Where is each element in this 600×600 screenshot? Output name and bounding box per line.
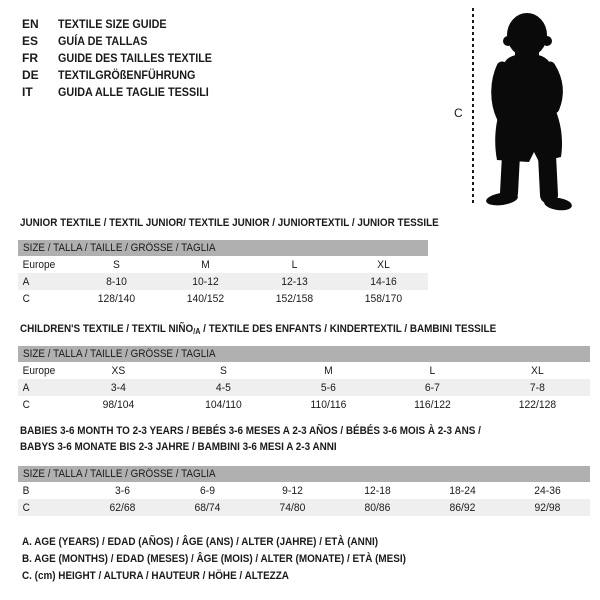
row-label: Europe (22, 364, 56, 377)
cell: 158/170 (364, 292, 403, 305)
height-marker-label: C (454, 106, 463, 120)
footnote-c: C. (cm) HEIGHT / ALTURA / HAUTEUR / HÖHE / ALTEZZA (22, 570, 289, 582)
cell: 18-24 (449, 484, 476, 497)
cell: 12-13 (281, 275, 308, 288)
table-row-europe (18, 362, 590, 379)
cell: 128/140 (97, 292, 136, 305)
cell: S (219, 364, 227, 377)
cell: 92/98 (534, 501, 561, 514)
lang-row-de (22, 66, 229, 83)
title-subscript: /A (193, 327, 201, 336)
cell: 140/152 (186, 292, 225, 305)
size-header-row (18, 466, 590, 482)
row-label: B (22, 484, 30, 497)
cell: 116/122 (414, 398, 452, 411)
row-label: C (22, 398, 30, 411)
row-label: C (22, 501, 30, 514)
cell: 24-36 (534, 484, 561, 497)
cell: XS (111, 364, 126, 377)
cell: S (113, 258, 120, 271)
cell: 86/92 (449, 501, 476, 514)
lang-title: GUIDA ALLE TAGLIE TESSILI (58, 84, 209, 99)
lang-code: ES (22, 33, 39, 48)
cell: 74/80 (279, 501, 306, 514)
cell: 3-6 (115, 484, 130, 497)
table-row-height (18, 396, 590, 413)
cell: XL (531, 364, 544, 377)
table-row-europe (18, 256, 428, 273)
cell: 110/116 (310, 398, 346, 411)
cell: 122/128 (518, 398, 557, 411)
junior-section-title: JUNIOR TEXTILE / TEXTIL JUNIOR/ TEXTILE JUNIOR / JUNIORTEXTIL / JUNIOR TESSILE (20, 217, 439, 229)
cell: 80/86 (364, 501, 391, 514)
lang-row-fr (22, 49, 229, 66)
table-row-age-months (18, 482, 590, 499)
size-header-row (18, 240, 428, 256)
row-label: A (22, 275, 30, 288)
title-part: / TEXTILE DES ENFANTS / KINDERTEXTIL / BAMBINI TESSILE (200, 323, 497, 335)
cell: 4-5 (215, 381, 231, 394)
cell: 104/110 (204, 398, 242, 411)
lang-row-it (22, 83, 229, 100)
height-figure (450, 5, 580, 217)
lang-title: TEXTILE SIZE GUIDE (58, 16, 167, 31)
junior-size-table (18, 240, 428, 307)
row-label: Europe (22, 258, 56, 271)
children-section-title (20, 323, 496, 336)
cell: 10-12 (192, 275, 219, 288)
cell: L (291, 258, 298, 271)
lang-title: GUIDE DES TAILLES TEXTILE (58, 50, 213, 65)
table-row-age (18, 273, 428, 290)
table-row-height (18, 290, 428, 307)
babies-section-title-line1: BABIES 3-6 MONTH TO 2-3 YEARS / BEBÉS 3-6 MESES A 2-3 AÑOS / BÉBÉS 3-6 MOIS À 2-3 ANS / (20, 425, 481, 437)
cell: 152/158 (275, 292, 314, 305)
cell: 6-7 (425, 381, 441, 394)
size-header-label: SIZE / TALLA / TAILLE / GRÖSSE / TAGLIA (23, 348, 216, 360)
cell: L (429, 364, 436, 377)
lang-title: GUÍA DE TALLAS (58, 33, 148, 48)
size-header-row (18, 346, 590, 362)
cell: 7-8 (530, 381, 546, 394)
size-header-label: SIZE / TALLA / TAILLE / GRÖSSE / TAGLIA (23, 242, 216, 254)
lang-row-es (22, 32, 229, 49)
title-part: CHILDREN'S TEXTILE / TEXTIL NIÑO (20, 323, 194, 335)
cell: 62/68 (109, 501, 136, 514)
babies-section-title-line2: BABYS 3-6 MONATE BIS 2-3 JAHRE / BAMBINI 3-6 MESI A 2-3 ANNI (20, 441, 337, 453)
cell: 6-9 (200, 484, 215, 497)
table-row-age (18, 379, 590, 396)
size-header-label: SIZE / TALLA / TAILLE / GRÖSSE / TAGLIA (23, 468, 216, 480)
cell: XL (377, 258, 390, 271)
lang-code: FR (22, 50, 38, 65)
cell: 14-16 (370, 275, 397, 288)
cell: M (201, 258, 210, 271)
lang-row-en (22, 15, 229, 32)
babies-size-table (18, 466, 590, 516)
cell: 68/74 (194, 501, 221, 514)
language-list (22, 15, 229, 100)
lang-title: TEXTILGRÖßENFÜHRUNG (58, 67, 196, 82)
row-label: C (22, 292, 30, 305)
toddler-silhouette (450, 5, 580, 217)
lang-code: EN (22, 16, 39, 31)
cell: 98/104 (102, 398, 135, 411)
cell: 12-18 (364, 484, 391, 497)
children-size-table (18, 346, 590, 413)
cell: 8-10 (106, 275, 127, 288)
lang-code: IT (22, 84, 33, 99)
footnote-b: B. AGE (MONTHS) / EDAD (MESES) / ÂGE (MOIS) / ALTER (MONATE) / ETÀ (MESI) (22, 553, 406, 565)
baby-body (485, 13, 572, 212)
table-row-height (18, 499, 590, 516)
cell: 9-12 (282, 484, 303, 497)
cell: 3-4 (110, 381, 126, 394)
cell: M (323, 364, 333, 377)
footnote-a: A. AGE (YEARS) / EDAD (AÑOS) / ÂGE (ANS) / ALTER (JAHRE) / ETÀ (ANNI) (22, 536, 379, 548)
cell: 5-6 (320, 381, 336, 394)
row-label: A (22, 381, 30, 394)
lang-code: DE (22, 67, 39, 82)
